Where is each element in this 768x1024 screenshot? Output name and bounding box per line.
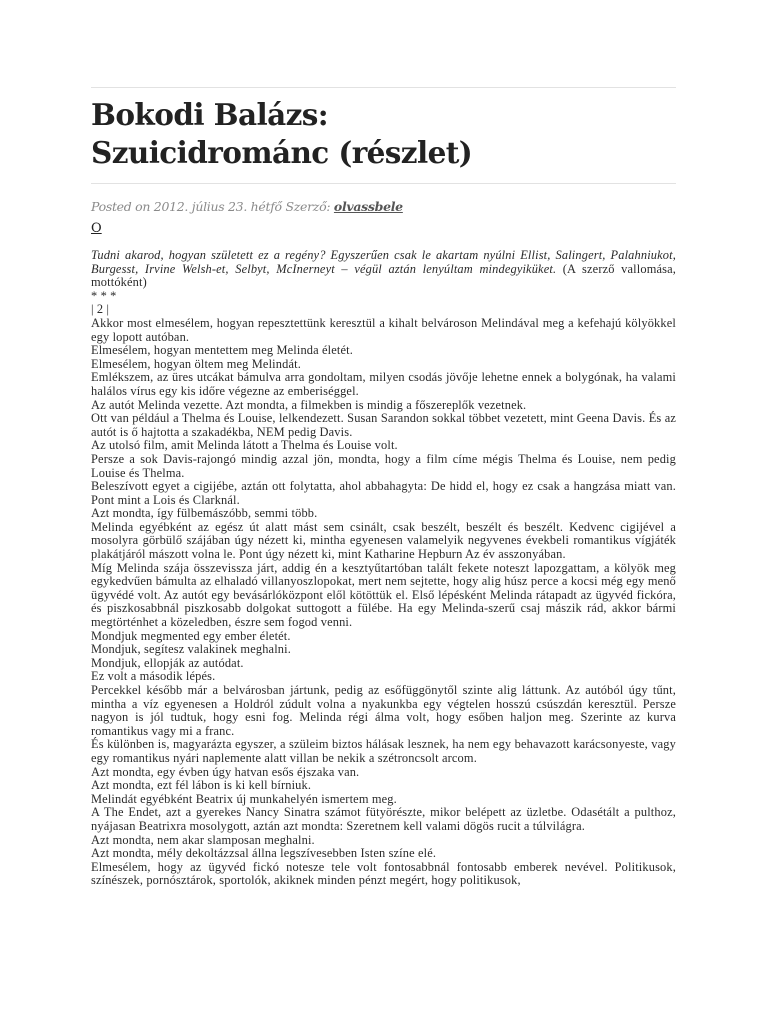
paragraph: Azt mondta, ezt fél lábon is ki kell bírniuk. — [91, 778, 312, 793]
paragraph: Elmesélem, hogyan öltem meg Melindát. — [91, 356, 301, 371]
intro-attribution: (A szerző vallomása, mottóként) — [91, 261, 676, 290]
author-link[interactable]: olvassbele — [333, 199, 403, 214]
paragraph: Mondjuk megmented egy ember életét. — [91, 628, 291, 643]
paragraph: Ez volt a második lépés. — [91, 669, 216, 684]
paragraph: Azt mondta, így fülbemászóbb, semmi több. — [91, 506, 318, 521]
paragraph: Mondjuk, segítesz valakinek meghalni. — [91, 642, 291, 657]
paragraph-list — [91, 317, 676, 888]
paragraph: Ott van például a Thelma és Louise, lelkendezett. Susan Sarandon sokkal többet vezetett, mint Geena Davis. És az autót is ő hajtotta a szakadékba, NEM pedig Davis. — [91, 411, 676, 439]
paragraph: Melindát egyébként Beatrix új munkahelyén ismertem meg. — [91, 791, 397, 806]
paragraph: Azt mondta, nem akar slamposan meghalni. — [91, 832, 315, 847]
paragraph: Míg Melinda szája összevissza járt, addig én a kesztyűtartóban talált fekete noteszt lapozgattam, a kölyök meg egykedvűen bámulta az elhaladó villanyoszlopokat, mert nem sejtette, hogy alig húsz perce a kocsi még egy menő ügyvédé volt. Az autót egy bevásárlóközpont elől kötöttük el. Első lépésként Melinda rátapadt az ügyvéd fickóra, és piszkosabbnál piszkosabb dolgokat suttogott a fülébe. Ha egy Melinda-szerű csaj mászik rád, akkor bármi megtörténhet a közeledben, észre sem fogod venni. — [91, 560, 676, 630]
paragraph: Akkor most elmesélem, hogyan repesztettünk keresztül a kihalt belvároson Melindával meg a kefehajú kölyökkel egy lopott autóban. — [91, 315, 676, 344]
paragraph: Melinda egyébként az egész út alatt mást sem csinált, csak beszélt, beszélt és beszélt. Kedvenc cigijével a mosolyra görbülő szájában úgy nézett ki, mintha egyenesen valamelyik negyvenes évekbeli romantikus vígjáték plakátjáról mászott volna le. Pont úgy nézett ki, mint Katharine Hepburn Az év asszonyában. — [91, 519, 676, 562]
paragraph: Elmesélem, hogyan mentettem meg Melinda életét. — [91, 343, 354, 358]
paragraph: És különben is, magyarázta egyszer, a szüleim biztos hálásak lesznek, ha nem egy behavazott karácsonyeste, vagy egy romantikus nyári naplemente alatt villan be nekik a szétroncsolt arcom. — [91, 737, 676, 765]
paragraph: Elmesélem, hogy az ügyvéd fickó notesze tele volt fontosabbnál fontosabb emberek nevével. Politikusok, színészek, pornósztárok, sportolók, akiknek minden pénzt megért, hogy politikusok, — [91, 859, 676, 888]
paragraph: Mondjuk, ellopják az autódat. — [91, 655, 244, 670]
top-divider — [91, 87, 676, 88]
article-body — [91, 249, 676, 888]
paragraph: Az autót Melinda vezette. Azt mondta, a filmekben is mindig a főszereplők vezetnek. — [91, 397, 527, 412]
intro-motto — [91, 249, 676, 290]
title-divider — [91, 183, 676, 184]
chapter-number: | 2 | — [91, 302, 110, 317]
section-separator: * * * — [91, 288, 117, 303]
intro-text: Tudni akarod, hogyan született ez a regény? Egyszerűen csak le akartam nyúlni Ellist, Salingert, Palahniukot, Burgesst, Irvine Welsh-et, Selbyt, McInerneyt – végül aztán lenyúltam mindegyiküket. — [91, 248, 676, 276]
article-title — [91, 96, 691, 172]
paragraph: Azt mondta, mély dekoltázzsal állna legszívesebben Isten színe elé. — [91, 846, 437, 861]
paragraph: Beleszívott egyet a cigijébe, aztán ott folytatta, ahol abbahagyta: De hidd el, hogy ez csak a hangzása miatt van. Pont mint a Lois és Clarknál. — [91, 479, 676, 507]
author-label: Szerző: — [285, 199, 331, 214]
posted-on-text: Posted on 2012. július 23. hétfő — [91, 199, 282, 214]
title-line-2: Szuicidrománc (részlet) — [91, 135, 473, 170]
paragraph: Percekkel később már a belvárosban jártunk, pedig az esőfüggönytől szinte alig láttunk. Az autóból úgy tűnt, mintha a víz egyenesen a Holdról zúdult volna a nyakunkba egy végtelen hosszú csúszdán keresztül. Persze nagyon is jól tudtuk, hogy esni fog. Melinda régi álma volt, hogy esőben haljon meg. Szerinte az kurva romantikus vagy mi a franc. — [91, 683, 676, 738]
paragraph: Azt mondta, egy évben úgy hatvan esős éjszaka van. — [91, 764, 360, 779]
paragraph: Az utolsó film, amit Melinda látott a Thelma és Louise volt. — [91, 438, 398, 453]
post-meta — [91, 199, 403, 215]
paragraph: Persze a sok Davis-rajongó mindig azzal jön, mondta, hogy a film címe mégis Thelma és Louise, nem pedig Louise és Thelma. — [91, 451, 676, 480]
title-line-1: Bokodi Balázs: — [91, 97, 329, 132]
comments-link[interactable]: O — [91, 221, 102, 236]
paragraph: A The Endet, azt a gyerekes Nancy Sinatra számot fütyörészte, mikor belépett az üzletbe. Odasétált a pulthoz, nyájasan Beatrixra mosolygott, aztán azt mondta: Szeretnem kell valami dögös rucit a túlvilágra. — [91, 805, 676, 833]
paragraph: Emlékszem, az üres utcákat bámulva arra gondoltam, milyen csodás jövője lehetne ennek a bolygónak, ha valami halálos vírus egy kis időre végezne az emberiséggel. — [91, 370, 676, 398]
